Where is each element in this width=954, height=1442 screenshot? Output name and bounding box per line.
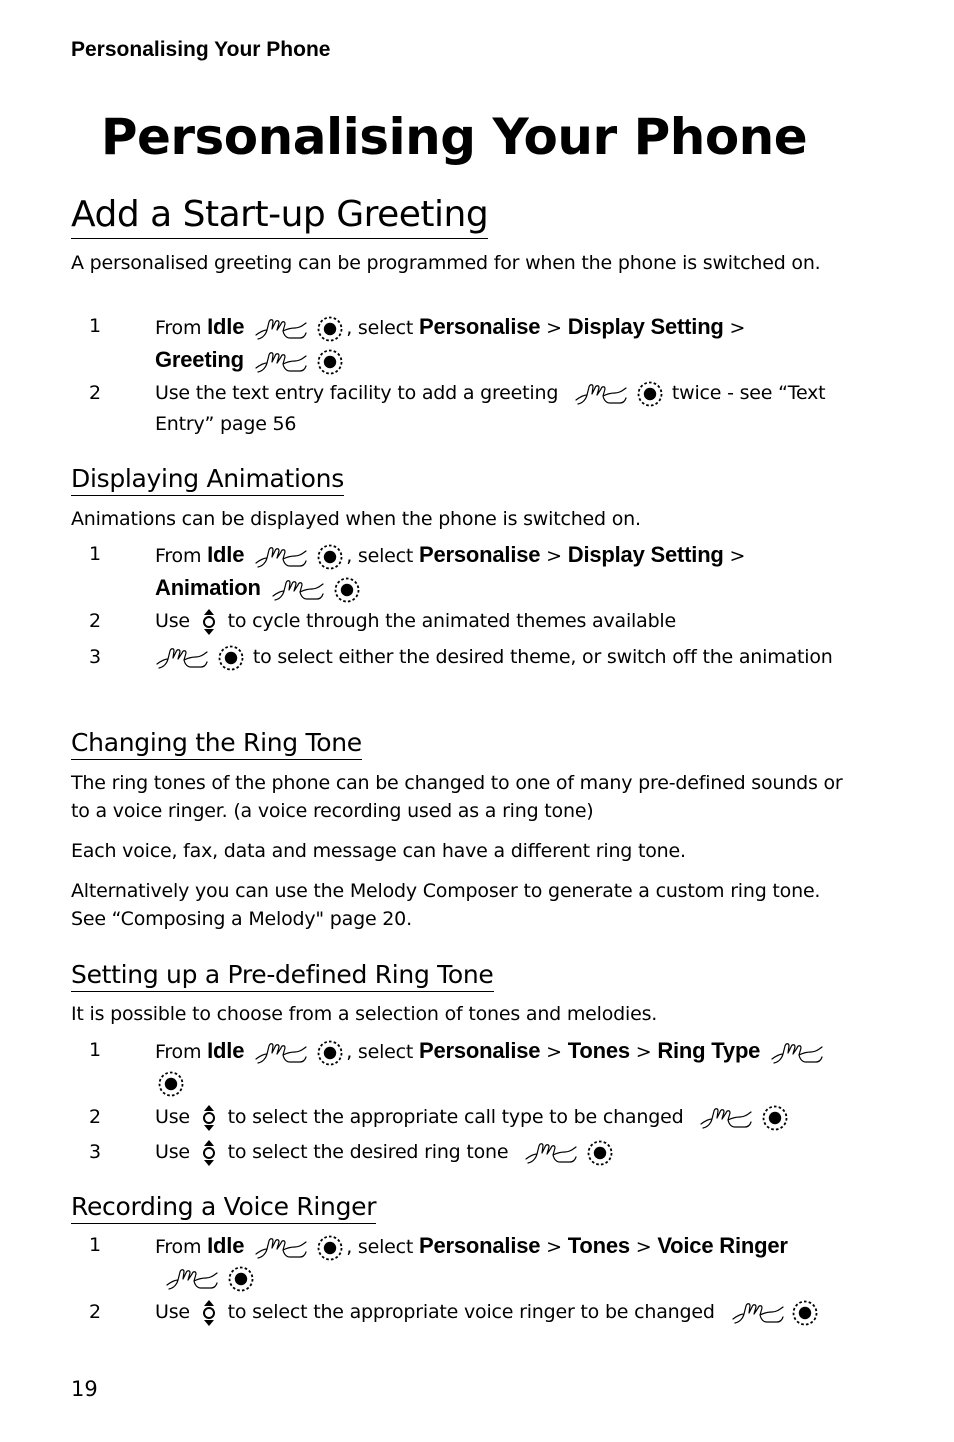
section-heading-ring-tone: Changing the Ring Tone [71, 727, 362, 760]
select-key-icon [316, 1234, 344, 1262]
kw-personalise: Personalise [419, 314, 541, 339]
text-gt: > [540, 1041, 568, 1063]
step-number: 1 [89, 315, 102, 337]
ring-tone-para-1: The ring tones of the phone can be changed to one of many pre-defined sounds or to a voice ringer. (a voice recording used as a ring tone) [71, 772, 843, 822]
section-heading-start-up-greeting: Add a Start-up Greeting [71, 192, 488, 239]
chapter-title: Personalising Your Phone [100, 108, 808, 166]
hand-press-icon [254, 544, 308, 570]
text-part: to select the appropriate call type to be changed [221, 1106, 690, 1128]
step-text [155, 311, 845, 377]
step-number: 2 [89, 1106, 102, 1128]
kw-personalise: Personalise [419, 1038, 541, 1063]
hand-press-icon [254, 1235, 308, 1261]
section-heading-animations: Displaying Animations [71, 463, 344, 496]
kw-ring-type: Ring Type [657, 1038, 761, 1063]
navigation-key-icon [200, 607, 218, 637]
hand-press-icon [731, 1300, 785, 1326]
text-use: Use [155, 1301, 196, 1323]
select-key-icon [791, 1299, 819, 1327]
section-heading-voice-ringer: Recording a Voice Ringer [71, 1191, 376, 1224]
select-key-icon [157, 1070, 185, 1098]
step-text [155, 1230, 845, 1294]
step-number: 2 [89, 610, 102, 632]
text-gt: > [629, 1041, 658, 1063]
select-key-icon [636, 380, 664, 408]
text-part: twice - see “Text Entry” page 56 [155, 382, 826, 435]
step-text [155, 1137, 845, 1168]
step-number: 3 [89, 1141, 102, 1163]
hand-press-icon [155, 645, 209, 671]
kw-idle: Idle [207, 1233, 245, 1258]
text-use: Use [155, 1106, 196, 1128]
kw-greeting: Greeting [155, 347, 244, 372]
ring-tone-para-3: Alternatively you can use the Melody Composer to generate a custom ring tone. See “Composing a Melody" page 20. [71, 880, 821, 930]
hand-press-icon [254, 1040, 308, 1066]
step-number: 2 [89, 382, 102, 404]
step-text [155, 539, 845, 605]
text-gt: > [723, 545, 752, 567]
hand-press-icon [524, 1140, 578, 1166]
select-key-icon [586, 1139, 614, 1167]
running-header: Personalising Your Phone [71, 38, 331, 61]
navigation-key-icon [200, 1138, 218, 1168]
step-text [155, 1102, 875, 1133]
text-part: Use the text entry facility to add a greeting [155, 382, 565, 404]
text-gt: > [540, 317, 568, 339]
hand-press-icon [271, 577, 325, 603]
kw-idle: Idle [207, 542, 245, 567]
text-gt: > [540, 1236, 568, 1258]
predefined-intro: It is possible to choose from a selection of tones and melodies. [71, 1003, 658, 1025]
kw-personalise: Personalise [419, 542, 541, 567]
section-heading-predefined-ring-tone: Setting up a Pre-defined Ring Tone [71, 959, 494, 992]
text-part: to cycle through the animated themes available [221, 610, 676, 632]
page-number: 19 [71, 1377, 98, 1401]
step-number: 1 [89, 543, 102, 565]
text-gt: > [723, 317, 752, 339]
text-from: From [155, 1041, 208, 1063]
kw-tones: Tones [567, 1038, 630, 1063]
text-from: From [155, 1236, 208, 1258]
text-select: , select [346, 1041, 420, 1063]
kw-idle: Idle [207, 1038, 245, 1063]
kw-voice-ringer: Voice Ringer [657, 1233, 788, 1258]
select-key-icon [761, 1104, 789, 1132]
text-use: Use [155, 1141, 196, 1163]
select-key-icon [316, 348, 344, 376]
step-number: 1 [89, 1039, 102, 1061]
hand-press-icon [254, 349, 308, 375]
text-select: , select [346, 545, 420, 567]
step-text [155, 1297, 835, 1328]
hand-press-icon [770, 1040, 824, 1066]
kw-display-setting: Display Setting [567, 542, 724, 567]
step-number: 1 [89, 1234, 102, 1256]
text-from: From [155, 545, 208, 567]
kw-idle: Idle [207, 314, 245, 339]
start-up-intro: A personalised greeting can be programmed for when the phone is switched on. [71, 252, 821, 274]
text-part: to select the appropriate voice ringer to be changed [221, 1301, 721, 1323]
select-key-icon [217, 644, 245, 672]
text-gt: > [540, 545, 568, 567]
text-select: , select [346, 317, 420, 339]
hand-press-icon [699, 1105, 753, 1131]
kw-tones: Tones [567, 1233, 630, 1258]
text-part: to select either the desired theme, or switch off the animation [247, 646, 833, 668]
select-key-icon [333, 576, 361, 604]
step-number: 3 [89, 646, 102, 668]
step-text [155, 642, 845, 672]
select-key-icon [316, 543, 344, 571]
select-key-icon [227, 1265, 255, 1293]
hand-press-icon [254, 316, 308, 342]
step-number: 2 [89, 1301, 102, 1323]
step-text [155, 606, 845, 637]
step-text [155, 1035, 845, 1099]
text-select: , select [346, 1236, 420, 1258]
text-use: Use [155, 610, 196, 632]
text-gt: > [629, 1236, 658, 1258]
select-key-icon [316, 1039, 344, 1067]
kw-display-setting: Display Setting [567, 314, 724, 339]
animations-intro: Animations can be displayed when the phone is switched on. [71, 508, 641, 530]
text-from: From [155, 317, 208, 339]
kw-animation: Animation [155, 575, 261, 600]
ring-tone-para-2: Each voice, fax, data and message can have a different ring tone. [71, 840, 686, 862]
kw-personalise: Personalise [419, 1233, 541, 1258]
navigation-key-icon [200, 1298, 218, 1328]
hand-press-icon [574, 381, 628, 407]
navigation-key-icon [200, 1103, 218, 1133]
select-key-icon [316, 315, 344, 343]
text-part: to select the desired ring tone [221, 1141, 515, 1163]
hand-press-icon [165, 1266, 219, 1292]
step-text [155, 378, 845, 440]
